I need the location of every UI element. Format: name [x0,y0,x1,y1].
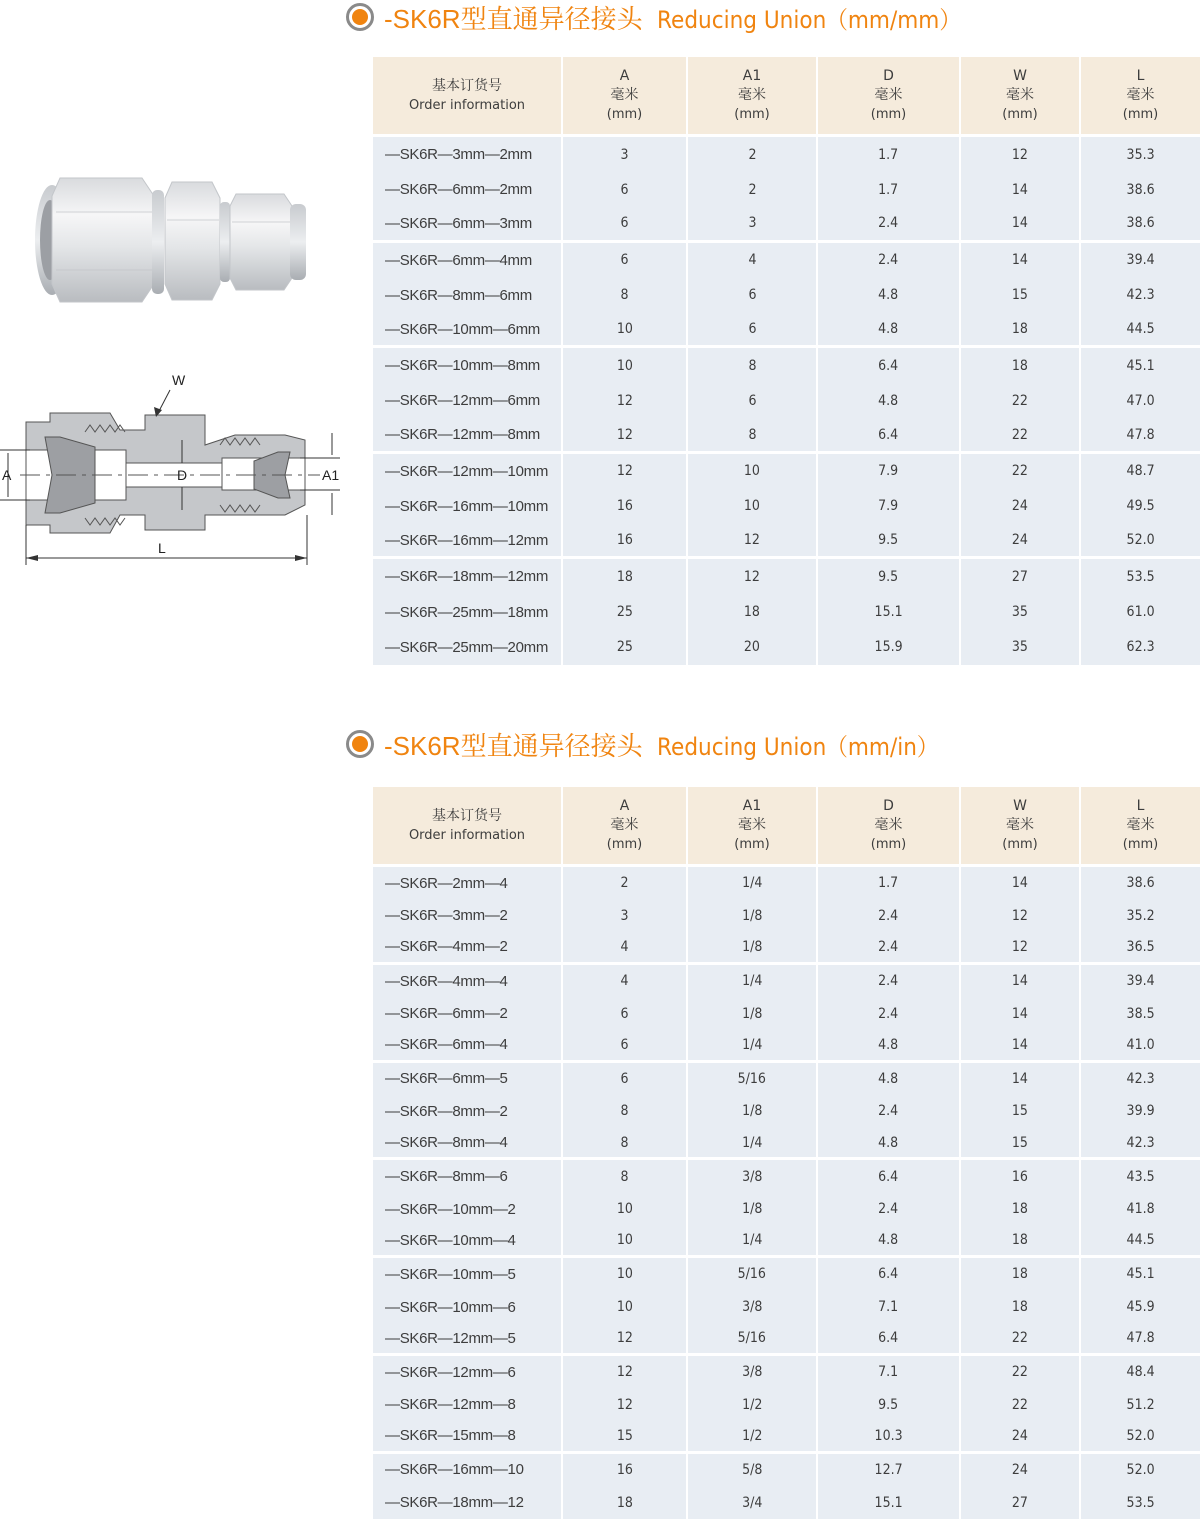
a1-value: 1/4 [688,1030,818,1060]
table-row [373,1193,1200,1226]
product-photo [22,160,322,330]
l-value: 52.0 [1126,532,1155,549]
a1-value: 5/16 [688,1323,818,1353]
d-value: 4.8 [818,1226,961,1256]
order-code: —SK6R—6mm—4mm [373,243,563,278]
table-row [373,1454,1200,1487]
a-value: 10 [563,1226,688,1256]
table-row [373,1323,1200,1356]
order-code: —SK6R—10mm—5 [373,1258,563,1291]
l-value: 41.0 [1126,1036,1155,1053]
w-value: 35 [961,594,1081,629]
bullet-icon [346,3,374,31]
l-value: 52.0 [1126,1461,1155,1478]
a-value: 12 [563,454,688,489]
order-code: —SK6R—6mm—2 [373,997,563,1030]
table-row [373,419,1200,454]
a1-value: 1/2 [688,1421,818,1451]
d-value: 6.4 [818,1323,961,1353]
order-code: —SK6R—6mm—2mm [373,172,563,207]
table-row [373,1258,1200,1291]
a-value: 10 [563,1193,688,1226]
table-row [373,867,1200,900]
table-row [373,1421,1200,1454]
table-row [373,1291,1200,1324]
d-value: 7.1 [818,1291,961,1324]
table-row [373,172,1200,207]
a-value: 8 [563,1160,688,1193]
a-value: 15 [563,1421,688,1451]
order-code: —SK6R—8mm—2 [373,1095,563,1128]
header-en: Order information [408,97,526,113]
table-row [373,932,1200,965]
l-value: 45.1 [1126,1266,1155,1283]
a1-value: 1/4 [688,867,818,900]
d-value: 6.4 [818,1160,961,1193]
w-value: 22 [961,1389,1081,1422]
order-code: —SK6R—4mm—4 [373,965,563,998]
header-order-info [373,57,563,134]
w-value: 18 [961,1193,1081,1226]
w-value: 18 [961,1258,1081,1291]
l-value: 39.4 [1126,973,1155,990]
order-code: —SK6R—16mm—10mm [373,489,563,524]
header-d: D 毫米 (mm) [818,787,961,864]
l-value: 35.2 [1126,907,1155,924]
table-header [373,57,1200,137]
order-code: —SK6R—12mm—6 [373,1356,563,1389]
l-value: 49.5 [1126,498,1155,515]
l-value: 35.3 [1126,146,1155,163]
order-code: —SK6R—25mm—20mm [373,630,563,665]
order-code: —SK6R—18mm—12mm [373,559,563,594]
a-value: 16 [563,524,688,556]
spec-table-mm-mm [373,57,1200,665]
w-value: 15 [961,278,1081,313]
l-value: 36.5 [1126,938,1155,955]
l-value: 45.9 [1126,1299,1155,1316]
a-value: 6 [563,207,688,239]
w-value: 22 [961,1323,1081,1353]
order-code: —SK6R—12mm—5 [373,1323,563,1353]
d-value: 4.8 [818,383,961,418]
a1-value: 3/4 [688,1486,818,1519]
a-value: 10 [563,1258,688,1291]
table-row [373,630,1200,665]
table-row [373,207,1200,242]
l-value: 48.4 [1126,1364,1155,1381]
d-value: 9.5 [818,559,961,594]
a1-value: 1/2 [688,1389,818,1422]
l-value: 39.9 [1126,1103,1155,1120]
d-value: 9.5 [818,1389,961,1422]
w-value: 24 [961,1421,1081,1451]
label-a: A [2,467,12,483]
table-row [373,1226,1200,1259]
table-row [373,1160,1200,1193]
d-value: 15.1 [818,1486,961,1519]
order-code: —SK6R—16mm—10 [373,1454,563,1487]
header-order-info [373,787,563,864]
a-value: 6 [563,997,688,1030]
l-value: 42.3 [1126,287,1155,304]
a1-value: 5/16 [688,1258,818,1291]
a1-value: 1/8 [688,997,818,1030]
d-value: 2.4 [818,965,961,998]
l-value: 39.4 [1126,252,1155,269]
table-body [373,137,1200,665]
order-code: —SK6R—6mm—4 [373,1030,563,1060]
d-value: 1.7 [818,137,961,172]
d-value: 9.5 [818,524,961,556]
table-row [373,1389,1200,1422]
a1-value: 1/4 [688,965,818,998]
l-value: 61.0 [1126,604,1155,621]
d-value: 15.1 [818,594,961,629]
a-value: 12 [563,1323,688,1353]
a1-value: 18 [688,594,818,629]
l-value: 47.0 [1126,392,1155,409]
d-value: 1.7 [818,172,961,207]
l-value: 48.7 [1126,463,1155,480]
table-row [373,594,1200,629]
order-code: —SK6R—4mm—2 [373,932,563,962]
a-value: 12 [563,1389,688,1422]
order-code: —SK6R—8mm—6 [373,1160,563,1193]
a-value: 3 [563,900,688,933]
w-value: 12 [961,900,1081,933]
w-value: 12 [961,137,1081,172]
w-value: 14 [961,207,1081,239]
table-body [373,867,1200,1519]
header-l: L 毫米 (mm) [1122,798,1159,852]
d-value: 2.4 [818,932,961,962]
bullet-icon [346,730,374,758]
order-code: —SK6R—10mm—6 [373,1291,563,1324]
a1-value: 8 [688,419,818,451]
order-code: —SK6R—6mm—5 [373,1063,563,1096]
order-code: —SK6R—12mm—10mm [373,454,563,489]
title-en: Reducing Union（mm/mm） [656,5,961,34]
w-value: 14 [961,997,1081,1030]
a1-value: 3/8 [688,1160,818,1193]
w-value: 12 [961,932,1081,962]
w-value: 18 [961,313,1081,345]
d-value: 4.8 [818,1030,961,1060]
title-prefix: -SK6R型直通异径接头 [384,730,643,761]
a-value: 6 [563,1063,688,1096]
table-row [373,489,1200,524]
header-a1: A1 毫米 (mm) [688,57,818,134]
a1-value: 1/8 [688,1193,818,1226]
header-a: A 毫米 (mm) [563,787,688,864]
w-value: 22 [961,454,1081,489]
a1-value: 3/8 [688,1291,818,1324]
w-value: 18 [961,1226,1081,1256]
l-value: 38.6 [1126,181,1155,198]
l-value: 42.3 [1126,1070,1155,1087]
a-value: 4 [563,965,688,998]
order-code: —SK6R—8mm—4 [373,1128,563,1158]
d-value: 1.7 [818,867,961,900]
table-row [373,559,1200,594]
d-value: 7.9 [818,454,961,489]
a-value: 8 [563,1128,688,1158]
table-row [373,1486,1200,1519]
table-row [373,1356,1200,1389]
order-code: —SK6R—6mm—3mm [373,207,563,239]
d-value: 4.8 [818,1063,961,1096]
header-a1: A1 毫米 (mm) [688,787,818,864]
l-value: 43.5 [1126,1168,1155,1185]
d-value: 12.7 [818,1454,961,1487]
d-value: 4.8 [818,1128,961,1158]
a1-value: 6 [688,383,818,418]
table-row [373,313,1200,348]
a1-value: 4 [688,243,818,278]
w-value: 14 [961,172,1081,207]
title-prefix: -SK6R型直通异径接头 [384,3,643,34]
a-value: 6 [563,172,688,207]
header-l: L 毫米 (mm) [1122,68,1159,122]
d-value: 2.4 [818,1095,961,1128]
l-value: 44.5 [1126,321,1155,338]
table-row [373,243,1200,278]
a-value: 2 [563,867,688,900]
order-code: —SK6R—10mm—8mm [373,348,563,383]
w-value: 15 [961,1128,1081,1158]
l-value: 47.8 [1126,1330,1155,1347]
w-value: 22 [961,419,1081,451]
l-value: 42.3 [1126,1134,1155,1151]
a1-value: 8 [688,348,818,383]
table-row [373,965,1200,998]
w-value: 27 [961,559,1081,594]
d-value: 15.9 [818,630,961,665]
cross-section-diagram [0,365,350,570]
w-value: 15 [961,1095,1081,1128]
table-row [373,1128,1200,1161]
order-code: —SK6R—12mm—8mm [373,419,563,451]
header-w: W 毫米 (mm) [961,57,1081,134]
table-row [373,524,1200,559]
a-value: 16 [563,1454,688,1487]
w-value: 22 [961,1356,1081,1389]
a-value: 8 [563,278,688,313]
order-code: —SK6R—16mm—12mm [373,524,563,556]
a1-value: 6 [688,313,818,345]
header-cn: 基本订货号 [432,807,502,824]
label-d: D [177,467,188,483]
order-code: —SK6R—12mm—8 [373,1389,563,1422]
order-code: —SK6R—12mm—6mm [373,383,563,418]
a1-value: 1/4 [688,1226,818,1256]
table-row [373,278,1200,313]
a1-value: 1/8 [688,932,818,962]
l-value: 52.0 [1126,1427,1155,1444]
a-value: 18 [563,1486,688,1519]
a1-value: 5/8 [688,1454,818,1487]
order-code: —SK6R—25mm—18mm [373,594,563,629]
order-code: —SK6R—2mm—4 [373,867,563,900]
d-value: 2.4 [818,243,961,278]
table-row [373,137,1200,172]
a-value: 6 [563,1030,688,1060]
d-value: 6.4 [818,419,961,451]
section-title-mm-mm [346,0,994,34]
table-row [373,1030,1200,1063]
d-value: 2.4 [818,997,961,1030]
a1-value: 5/16 [688,1063,818,1096]
a-value: 3 [563,137,688,172]
order-code: —SK6R—3mm—2 [373,900,563,933]
d-value: 6.4 [818,1258,961,1291]
l-value: 38.6 [1126,875,1155,892]
w-value: 14 [961,867,1081,900]
a-value: 16 [563,489,688,524]
w-value: 14 [961,965,1081,998]
a1-value: 1/4 [688,1128,818,1158]
order-code: —SK6R—10mm—6mm [373,313,563,345]
w-value: 14 [961,1063,1081,1096]
l-value: 62.3 [1126,639,1155,656]
d-value: 2.4 [818,900,961,933]
w-value: 14 [961,1030,1081,1060]
a1-value: 12 [688,524,818,556]
l-value: 41.8 [1126,1201,1155,1218]
a-value: 8 [563,1095,688,1128]
label-a1: A1 [322,467,340,483]
l-value: 38.5 [1126,1005,1155,1022]
w-value: 18 [961,1291,1081,1324]
header-cn: 基本订货号 [432,77,502,94]
d-value: 7.1 [818,1356,961,1389]
w-value: 24 [961,489,1081,524]
a-value: 10 [563,348,688,383]
w-value: 35 [961,630,1081,665]
a1-value: 2 [688,137,818,172]
section-title-mm-in [346,727,969,761]
w-value: 16 [961,1160,1081,1193]
w-value: 22 [961,383,1081,418]
table-row [373,1063,1200,1096]
w-value: 14 [961,243,1081,278]
a-value: 4 [563,932,688,962]
title-en: Reducing Union（mm/in） [656,732,939,761]
header-en: Order information [408,827,526,843]
a-value: 25 [563,594,688,629]
a1-value: 1/8 [688,900,818,933]
a1-value: 1/8 [688,1095,818,1128]
table-header [373,787,1200,867]
order-code: —SK6R—18mm—12 [373,1486,563,1519]
d-value: 6.4 [818,348,961,383]
d-value: 4.8 [818,278,961,313]
l-value: 38.6 [1126,215,1155,232]
order-code: —SK6R—8mm—6mm [373,278,563,313]
a-value: 6 [563,243,688,278]
l-value: 51.2 [1126,1396,1155,1413]
a1-value: 3 [688,207,818,239]
d-value: 2.4 [818,207,961,239]
order-code: —SK6R—10mm—2 [373,1193,563,1226]
l-value: 47.8 [1126,426,1155,443]
d-value: 7.9 [818,489,961,524]
a1-value: 3/8 [688,1356,818,1389]
a1-value: 2 [688,172,818,207]
spec-table-mm-in [373,787,1200,1519]
l-value: 45.1 [1126,357,1155,374]
a-value: 25 [563,630,688,665]
a-value: 10 [563,313,688,345]
a-value: 10 [563,1291,688,1324]
l-value: 44.5 [1126,1232,1155,1249]
order-code: —SK6R—10mm—4 [373,1226,563,1256]
table-row [373,348,1200,383]
a1-value: 6 [688,278,818,313]
order-code: —SK6R—3mm—2mm [373,137,563,172]
table-row [373,1095,1200,1128]
table-row [373,997,1200,1030]
label-l: L [158,540,166,556]
a1-value: 10 [688,489,818,524]
a-value: 18 [563,559,688,594]
d-value: 4.8 [818,313,961,345]
header-a: A 毫米 (mm) [563,57,688,134]
table-row [373,900,1200,933]
w-value: 27 [961,1486,1081,1519]
w-value: 24 [961,524,1081,556]
l-value: 53.5 [1126,1494,1155,1511]
a1-value: 10 [688,454,818,489]
w-value: 18 [961,348,1081,383]
table-row [373,383,1200,418]
header-d: D 毫米 (mm) [818,57,961,134]
a1-value: 12 [688,559,818,594]
l-value: 53.5 [1126,568,1155,585]
table-row [373,454,1200,489]
a1-value: 20 [688,630,818,665]
header-w: W 毫米 (mm) [961,787,1081,864]
d-value: 10.3 [818,1421,961,1451]
d-value: 2.4 [818,1193,961,1226]
a-value: 12 [563,419,688,451]
a-value: 12 [563,1356,688,1389]
label-w: W [172,372,186,388]
w-value: 24 [961,1454,1081,1487]
a-value: 12 [563,383,688,418]
order-code: —SK6R—15mm—8 [373,1421,563,1451]
